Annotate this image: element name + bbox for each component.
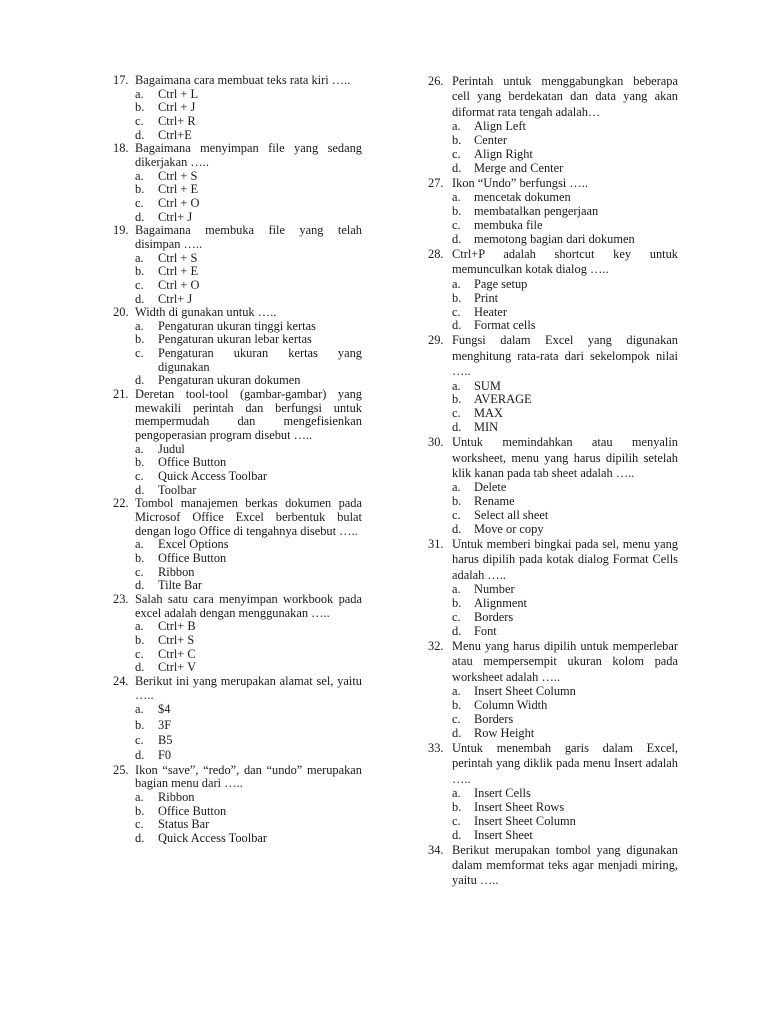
question-number: 23. — [113, 591, 129, 606]
option-c: c. Ctrl+ C — [135, 646, 196, 661]
question-text: 19. Bagaimana membuka file yang telah disimpan ….. — [113, 223, 362, 251]
option-b: b. Print — [452, 290, 499, 305]
question-number: 32. — [428, 638, 444, 653]
question-text: 34. Berikut merupakan tombol yang digunakan dalam memformat teks agar menjadi miring, yaitu ….. — [428, 842, 678, 888]
option-b: b. Insert Sheet Rows — [452, 799, 565, 814]
question-text: 31. Untuk memberi bingkai pada sel, menu yang harus dipilih pada kotak dialog Format Cells adalah ….. — [428, 537, 678, 582]
option-d: d. Ctrl+ J — [135, 209, 193, 224]
option-a: a. Number — [452, 582, 515, 597]
option-c: c. Ribbon — [135, 564, 195, 579]
question-30 — [428, 435, 678, 537]
question-number: 31. — [428, 537, 444, 551]
option-d: d. Font — [452, 623, 497, 638]
option-d: d. Insert Sheet — [452, 827, 533, 842]
option-b: b. Office Button — [135, 803, 227, 818]
question-number: 30. — [428, 435, 444, 450]
option-list — [113, 320, 362, 388]
option-c: c. membuka file — [452, 218, 543, 233]
option-d: d. Format cells — [452, 318, 536, 333]
question-text: 27. Ikon “Undo” berfungsi ….. — [428, 175, 588, 190]
question-21 — [113, 388, 362, 497]
option-d: d. Ctrl+E — [135, 127, 192, 142]
question-text: 25. Ikon “save”, “redo”, dan “undo” merupakan bagian menu dari ….. — [113, 762, 362, 791]
question-number: 25. — [113, 762, 129, 777]
option-list — [113, 170, 362, 225]
question-number: 22. — [113, 496, 129, 511]
question-number: 18. — [113, 141, 129, 156]
option-a: a. Insert Sheet Column — [452, 684, 576, 699]
option-a: a. Excel Options — [135, 537, 229, 552]
question-text: 24. Berikut ini yang merupakan alamat sel, yaitu ….. — [113, 673, 362, 702]
question-number: 34. — [428, 842, 444, 857]
question-25 — [113, 764, 362, 846]
option-c: c. Ctrl + O — [135, 195, 200, 210]
option-list — [113, 252, 362, 307]
option-b: b. Ctrl+ S — [135, 632, 195, 647]
option-list — [113, 702, 362, 764]
question-text: 23. Salah satu cara menyimpan workbook pada excel adalah dengan menggunakan ….. — [113, 591, 362, 620]
question-number: 20. — [113, 305, 129, 320]
option-a: a. Ctrl + L — [135, 86, 199, 101]
option-a: a. $4 — [135, 702, 171, 717]
question-20 — [113, 306, 362, 388]
option-d: d. Ctrl+ J — [135, 291, 193, 306]
option-c: c. Borders — [452, 610, 514, 625]
question-34 — [428, 843, 678, 889]
option-d: d. Toolbar — [135, 482, 197, 497]
question-text: 30. Untuk memindahkan atau menyalin worksheet, menu yang harus dipilih setelah klik kanan pada tab sheet adalah ….. — [428, 435, 678, 480]
option-c: c. Heater — [452, 304, 508, 319]
question-27 — [428, 176, 678, 247]
question-text: 20. Width di gunakan untuk ….. — [113, 305, 277, 320]
option-a: a. Ctrl+ B — [135, 619, 196, 634]
option-c: c. MAX — [452, 406, 503, 421]
option-list — [428, 278, 678, 334]
right-column — [428, 74, 678, 889]
option-d: d. Tilte Bar — [135, 578, 202, 593]
option-a: a. Page setup — [452, 276, 528, 291]
question-number: 17. — [113, 73, 129, 87]
option-d: d. F0 — [135, 748, 172, 763]
option-c: c. Status Bar — [135, 817, 210, 832]
option-c: c. Select all sheet — [452, 508, 549, 523]
option-d: d. Ctrl+ V — [135, 660, 197, 675]
option-b: b. AVERAGE — [452, 392, 532, 407]
question-19 — [113, 224, 362, 306]
option-a: a. mencetak dokumen — [452, 190, 571, 205]
question-26 — [428, 74, 678, 176]
option-c: c. Pengaturan ukuran kertas yang digunakan — [135, 346, 362, 374]
option-a: a. Ribbon — [135, 790, 195, 805]
option-d: d. Quick Access Toolbar — [135, 831, 268, 846]
option-list — [428, 787, 678, 843]
question-text: 18. Bagaimana menyimpan file yang sedang dikerjakan ….. — [113, 141, 362, 169]
question-number: 28. — [428, 246, 444, 261]
question-33 — [428, 741, 678, 843]
option-c: c. B5 — [135, 733, 173, 747]
option-b: b. Office Button — [135, 550, 227, 565]
question-number: 33. — [428, 740, 444, 755]
option-a: a. Ctrl + S — [135, 250, 198, 265]
option-d: d. Pengaturan ukuran dokumen — [135, 373, 301, 388]
question-32 — [428, 639, 678, 741]
question-18 — [113, 142, 362, 224]
option-list — [113, 538, 362, 593]
question-text: 29. Fungsi dalam Excel yang digunakan menghitung rata-rata dari sekelompok nilai ….. — [428, 333, 678, 379]
option-b: b. Ctrl + J — [135, 100, 196, 115]
question-text: 28. Ctrl+P adalah shortcut key untuk memunculkan kotak dialog ….. — [428, 246, 678, 277]
option-a: a. Judul — [135, 441, 185, 456]
option-b: b. Ctrl + E — [135, 182, 199, 197]
option-c: c. Ctrl + O — [135, 277, 200, 292]
question-29 — [428, 333, 678, 435]
question-28 — [428, 247, 678, 333]
option-a: a. Ctrl + S — [135, 168, 198, 183]
option-b: b. Ctrl + E — [135, 264, 199, 279]
option-b: b. 3F — [135, 717, 172, 732]
option-list — [113, 88, 362, 143]
option-b: b. membatalkan pengerjaan — [452, 204, 599, 219]
option-d: d. Row Height — [452, 725, 535, 740]
question-text: 32. Menu yang harus dipilih untuk memperlebar atau mempersempit ukuran kolom pada worksheet adalah ….. — [428, 638, 678, 684]
option-a: a. SUM — [452, 378, 501, 393]
question-text: 33. Untuk menembah garis dalam Excel, perintah yang diklik pada menu Insert adalah ….. — [428, 740, 678, 786]
option-c: c. Align Right — [452, 147, 533, 162]
question-number: 27. — [428, 175, 444, 190]
option-list — [428, 380, 678, 436]
option-a: a. Align Left — [452, 119, 526, 134]
question-17 — [113, 74, 362, 142]
option-list — [113, 620, 362, 675]
question-text: 22. Tombol manajemen berkas dokumen pada Microsof Office Excel berbentuk bulat dengan logo Office di tengahnya disebut ….. — [113, 496, 362, 538]
question-24 — [113, 675, 362, 764]
option-b: b. Rename — [452, 494, 515, 509]
question-22 — [113, 497, 362, 593]
left-column — [113, 74, 362, 846]
option-a: a. Pengaturan ukuran tinggi kertas — [135, 318, 316, 333]
option-b: b. Center — [452, 133, 508, 148]
question-23 — [113, 593, 362, 675]
option-d: d. MIN — [452, 420, 499, 435]
option-list — [113, 791, 362, 846]
question-text: 26. Perintah untuk menggabungkan beberapa cell yang berdekatan dan data yang akan diformat rata tengah adalah… — [428, 74, 678, 119]
option-list — [428, 583, 678, 639]
option-d: d. Move or copy — [452, 522, 544, 537]
option-list — [428, 685, 678, 741]
option-a: a. Insert Cells — [452, 785, 531, 800]
question-number: 19. — [113, 223, 129, 238]
question-text: 21. Deretan tool-tool (gambar-gambar) yang mewakili perintah dan berfungsi untuk mempermudah dan mengefisienkan pengoperasian program disebut ….. — [113, 387, 362, 443]
option-c: c. Borders — [452, 711, 514, 726]
option-c: c. Insert Sheet Column — [452, 813, 576, 828]
option-c: c. Ctrl+ R — [135, 113, 196, 128]
question-text: 17. Bagaimana cara membuat teks rata kiri ….. — [113, 73, 351, 87]
option-d: d. memotong bagian dari dokumen — [452, 231, 635, 246]
question-number: 29. — [428, 333, 444, 348]
option-b: b. Pengaturan ukuran lebar kertas — [135, 332, 312, 347]
option-d: d. Merge and Center — [452, 160, 564, 175]
option-b: b. Alignment — [452, 596, 527, 611]
question-31 — [428, 537, 678, 639]
option-b: b. Office Button — [135, 455, 227, 470]
option-a: a. Delete — [452, 480, 507, 495]
question-number: 26. — [428, 74, 444, 88]
option-list — [428, 481, 678, 537]
option-b: b. Column Width — [452, 697, 548, 712]
option-list — [113, 443, 362, 498]
option-list — [428, 191, 678, 247]
option-c: c. Quick Access Toolbar — [135, 469, 268, 484]
question-number: 24. — [113, 673, 129, 688]
question-number: 21. — [113, 387, 129, 402]
option-list — [428, 120, 678, 176]
